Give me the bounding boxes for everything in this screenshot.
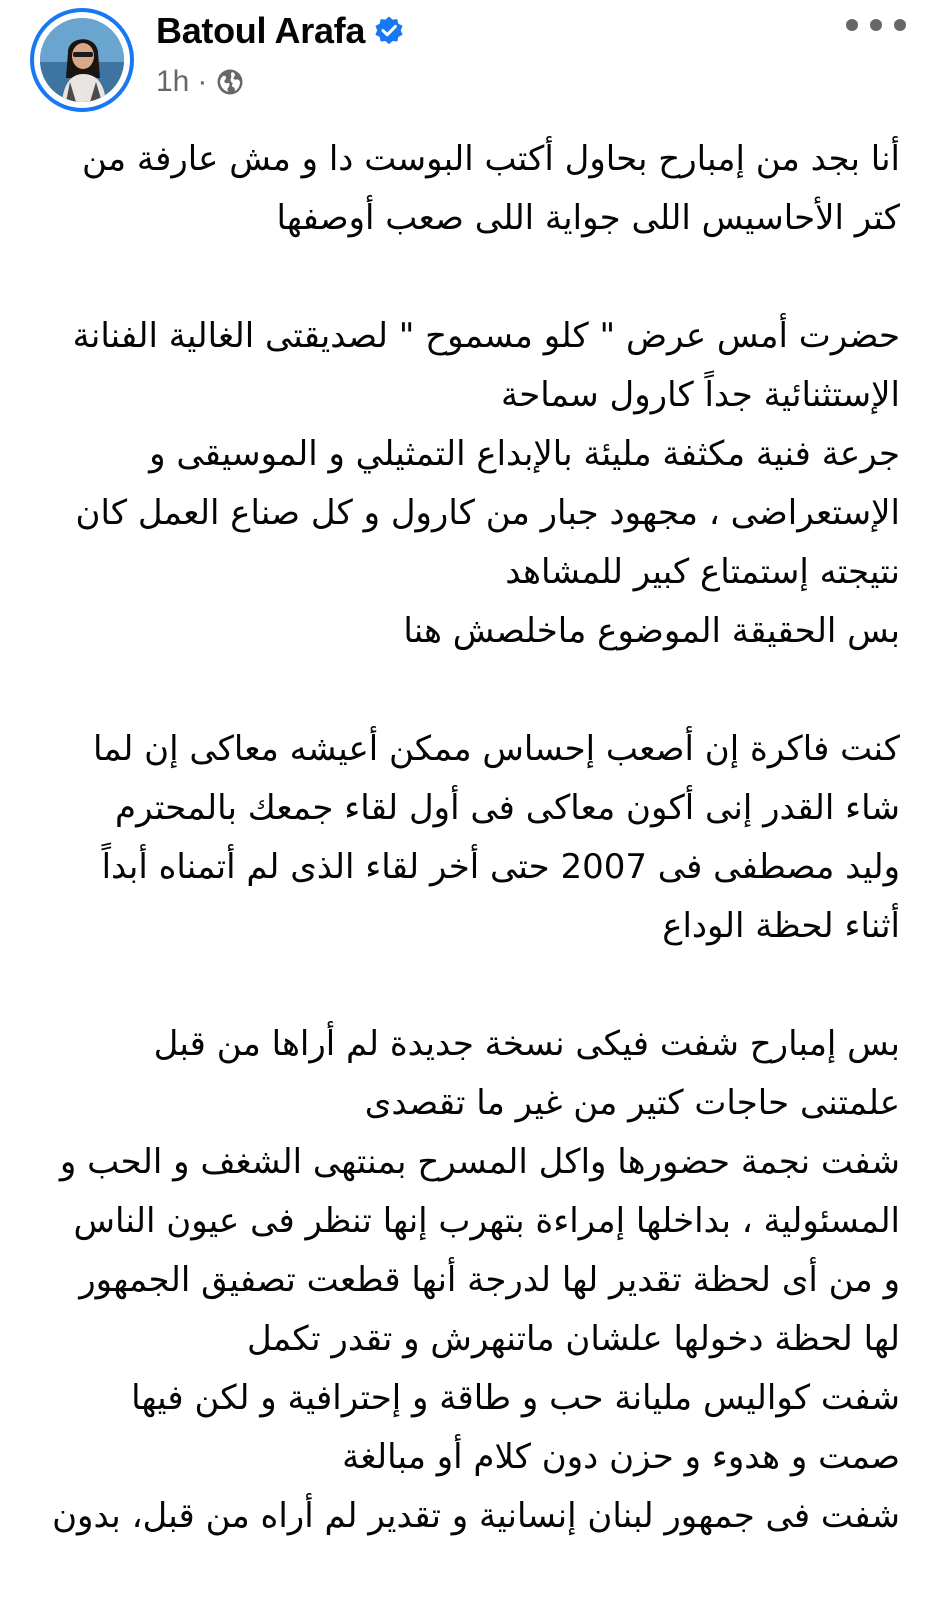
post-header	[0, 0, 947, 120]
post-line: الإستعراضى ، مجهود جبار من كارول و كل صناع العمل كان	[75, 493, 900, 533]
globe-icon[interactable]	[215, 67, 245, 97]
post-line: و من أى لحظة تقدير لها لدرجة أنها قطعت تصفيق الجمهور	[79, 1260, 900, 1300]
paragraph-gap	[30, 661, 900, 720]
post-line: المسئولية ، بداخلها إمراءة بتهرب إنها تنظر فى عيون الناس	[73, 1201, 900, 1241]
more-dot	[870, 19, 882, 31]
post-line: علمتنى حاجات كتير من غير ما تقصدى	[364, 1083, 900, 1123]
post-line: حضرت أمس عرض " كلو مسموح " لصديقتى الغالية الفنانة	[72, 316, 900, 356]
post-text	[30, 130, 900, 1546]
profile-avatar-icon	[40, 18, 124, 102]
more-options-icon[interactable]	[846, 10, 906, 40]
post-line: شفت كواليس مليانة حب و طاقة و إحترافية و لكن فيها	[131, 1378, 900, 1418]
post-line: كنت فاكرة إن أصعب إحساس ممكن أعيشه معاكى إن لما	[92, 729, 900, 769]
verified-badge-icon	[373, 15, 405, 47]
paragraph-gap	[30, 248, 900, 307]
post-line: أنا بجد من إمبارح بحاول أكتب البوست دا و مش عارفة من	[81, 139, 900, 179]
post-line: وليد مصطفى فى 2007 حتى أخر لقاء الذى لم أتمناه أبداً	[101, 847, 900, 887]
avatar[interactable]	[40, 18, 124, 102]
post-timestamp[interactable]: 1h	[156, 65, 190, 98]
avatar-story-ring[interactable]	[30, 8, 134, 112]
post-line: أثناء لحظة الوداع	[662, 906, 900, 946]
author-line	[156, 6, 405, 56]
post-line: شفت فى جمهور لبنان إنسانية و تقدير لم أراه من قبل، بدون	[52, 1496, 900, 1536]
post-line: لها لحظة دخولها علشان ماتنهرش و تقدر تكمل	[246, 1319, 900, 1359]
post-meta	[156, 60, 245, 104]
author-name[interactable]: Batoul Arafa	[156, 10, 366, 51]
post-line: صمت و هدوء و حزن دون كلام أو مبالغة	[342, 1437, 900, 1477]
post-line: بس إمبارح شفت فيكى نسخة جديدة لم أراها من قبل	[153, 1024, 900, 1064]
more-dot	[894, 19, 906, 31]
post-line: شاء القدر إنى أكون معاكى فى أول لقاء جمعك بالمحترم	[115, 788, 900, 828]
post-line: كتر الأحاسيس اللى جواية اللى صعب أوصفها	[276, 198, 900, 238]
more-dot	[846, 19, 858, 31]
post-line: بس الحقيقة الموضوع ماخلصش هنا	[403, 611, 900, 651]
post-line: نتيجته إستمتاع كبير للمشاهد	[505, 552, 900, 592]
paragraph-gap	[30, 956, 900, 1015]
post-line: جرعة فنية مكثفة مليئة بالإبداع التمثيلي و الموسيقى و	[149, 434, 900, 474]
meta-separator: ·	[197, 65, 208, 98]
post-line: الإستثنائية جداً كارول سماحة	[501, 375, 900, 415]
post-line: شفت نجمة حضورها واكل المسرح بمنتهى الشغف و الحب و	[59, 1142, 900, 1182]
